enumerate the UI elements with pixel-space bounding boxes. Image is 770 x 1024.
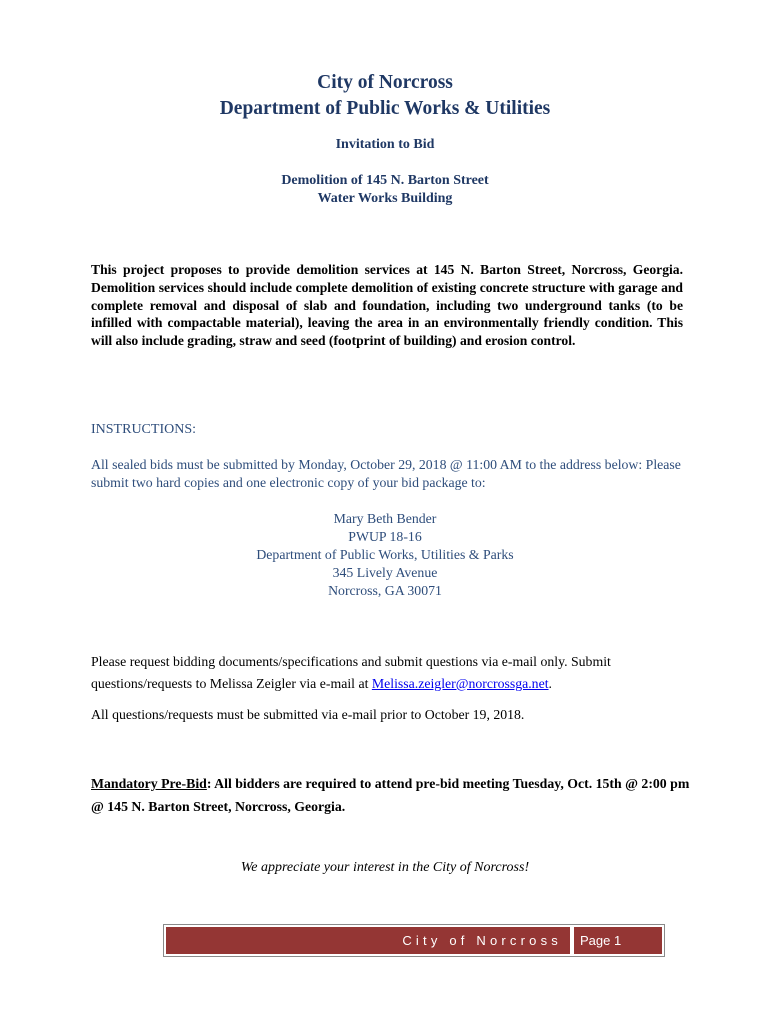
address-code: PWUP 18-16	[348, 529, 422, 544]
footer-city: City of Norcross	[166, 927, 570, 954]
project-title-line1: Demolition of 145 N. Barton Street	[281, 173, 489, 188]
document-title	[0, 70, 770, 122]
prebid-notice	[91, 772, 691, 818]
project-title	[0, 172, 770, 208]
email-link[interactable]: Melissa.zeigler@norcrossga.net	[371, 675, 549, 691]
prebid-text: : All bidders are required to attend pre-bid meeting Tuesday, Oct. 15th @ 2:00 pm @ 145 N. Barton Street, Norcross, Georgia.	[91, 776, 690, 814]
page-footer	[163, 924, 665, 957]
mailing-address	[0, 510, 770, 600]
address-department: Department of Public Works, Utilities & Parks	[256, 547, 514, 562]
questions-deadline: All questions/requests must be submitted via e-mail prior to October 19, 2018.	[91, 707, 525, 722]
invitation-heading: Invitation to Bid	[335, 137, 435, 152]
project-description: This project proposes to provide demolition services at 145 N. Barton Street, Norcross, Georgia. Demolition services should include complete demolition of existing concrete structure with garage and complete removal and disposal of slab and foundation, including two underground tanks (to be infilled with compactable material), leaving the area in an environmentally friendly condition. This will also include grading, straw and seed (footprint of building) and erosion control.	[91, 262, 683, 349]
project-title-line2: Water Works Building	[317, 191, 453, 206]
instructions-body: All sealed bids must be submitted by Monday, October 29, 2018 @ 11:00 AM to the address below: Please submit two hard copies and one electronic copy of your bid package to:	[91, 457, 681, 490]
request-text: Please request bidding documents/specifications and submit questions via e-mail only. Submit questions/requests to Melissa Zeigler via e-mail at	[91, 654, 611, 691]
footer-page-number: Page 1	[574, 927, 662, 954]
address-street: 345 Lively Avenue	[332, 565, 438, 580]
address-name: Mary Beth Bender	[333, 511, 437, 526]
address-city: Norcross, GA 30071	[328, 583, 442, 598]
instructions-heading: INSTRUCTIONS:	[91, 422, 197, 437]
city-heading: City of Norcross	[317, 72, 453, 93]
department-heading: Department of Public Works & Utilities	[219, 98, 551, 119]
prebid-label: Mandatory Pre-Bid	[91, 776, 207, 791]
request-paragraph	[91, 651, 691, 694]
closing-line: We appreciate your interest in the City of Norcross!	[240, 860, 530, 875]
request-trail: .	[548, 675, 552, 691]
